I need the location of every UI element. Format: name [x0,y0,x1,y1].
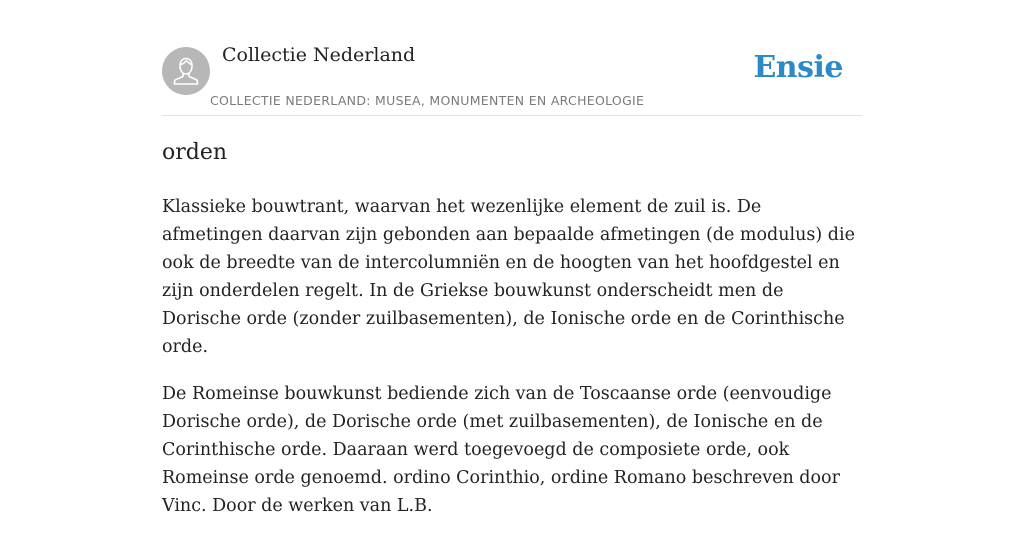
entry-content [162,193,862,539]
source-avatar[interactable] [162,47,210,95]
user-silhouette-icon [162,47,210,95]
entry-paragraph: Klassieke bouwtrant, waarvan het wezenlijke element de zuil is. De afmetingen daarvan zijn gebonden aan bepaalde afmetingen (de modulus) die ook de breedte van de intercolumniën en de hoogten van het hoofdgestel en zijn onderdelen regelt. In de Griekse bouwkunst onderscheidt men de Dorische orde (zonder zuilbasementen), de Ionische orde en de Corinthische orde. [162,197,855,357]
entry-title: orden [162,140,228,165]
source-name[interactable]: Collectie Nederland [222,44,416,66]
source-header [162,0,862,116]
page [162,0,862,516]
source-subtitle[interactable]: COLLECTIE NEDERLAND: MUSEA, MONUMENTEN EN ARCHEOLOGIE [210,93,645,108]
entry-paragraph: De Romeinse bouwkunst bediende zich van de Toscaanse orde (eenvoudige Dorische orde), de Dorische orde (met zuilbasementen), de Ionische en de Corinthische orde. Daaraan werd toegevoegd de composiete orde, ook Romeinse orde genoemd. ordino Corinthio, ordine Romano beschreven door Vinc. Door de werken van L.B. [162,384,840,516]
brand-logo[interactable]: Ensie [753,50,843,85]
